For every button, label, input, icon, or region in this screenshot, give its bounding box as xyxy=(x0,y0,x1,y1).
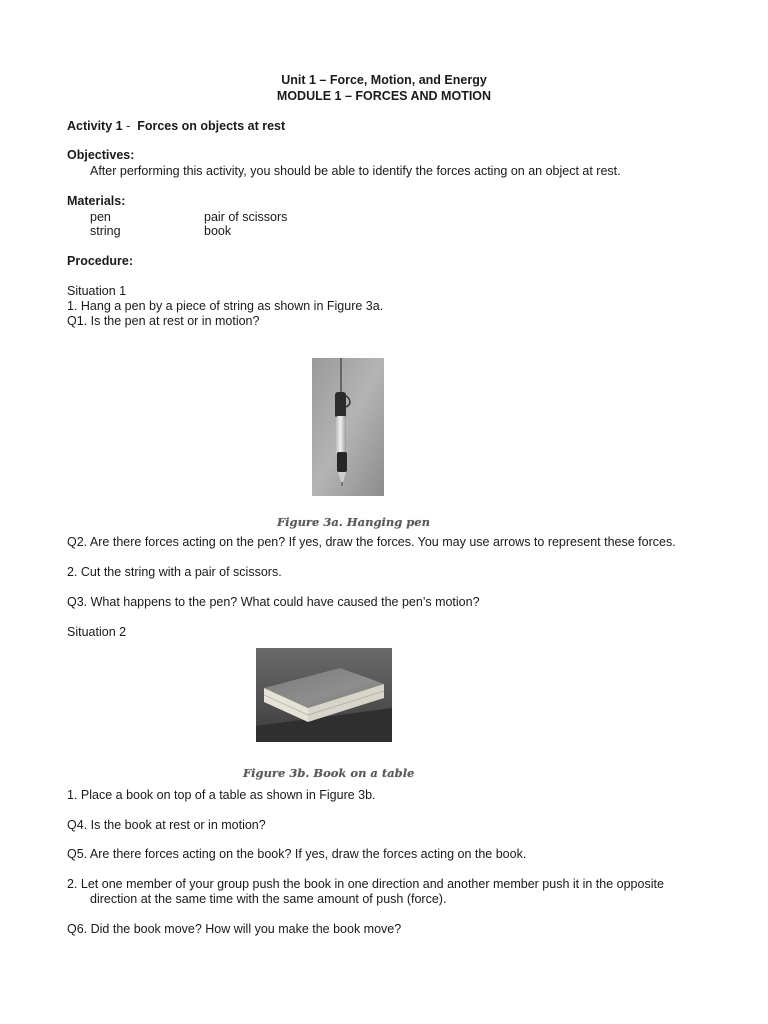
situation-2-step-1: 1. Place a book on top of a table as shown in Figure 3b. xyxy=(67,788,376,802)
activity-separator: - xyxy=(122,119,138,133)
situation-1-heading: Situation 1 xyxy=(67,284,127,298)
figure-3a-caption: Figure 3a. Hanging pen xyxy=(277,515,430,529)
situation-1-step-1: 1. Hang a pen by a piece of string as shown in Figure 3a. xyxy=(67,299,384,313)
module-title: MODULE 1 – FORCES AND MOTION xyxy=(276,89,492,103)
material-item: pen xyxy=(90,210,111,224)
activity-heading xyxy=(67,119,285,134)
material-item: pair of scissors xyxy=(204,210,288,224)
book-on-table-image xyxy=(256,648,392,742)
situation-2-step-2-line-2: direction at the same time with the same amount of push (force). xyxy=(90,892,447,906)
hanging-pen-image xyxy=(312,358,384,496)
situation-1-step-2: 2. Cut the string with a pair of scissors. xyxy=(67,565,282,579)
question-q5: Q5. Are there forces acting on the book? If yes, draw the forces acting on the book. xyxy=(67,847,527,861)
figure-3b-caption: Figure 3b. Book on a table xyxy=(243,766,415,780)
objectives-heading: Objectives: xyxy=(67,148,135,162)
procedure-heading: Procedure: xyxy=(67,254,133,268)
material-item: book xyxy=(204,224,232,238)
question-q6: Q6. Did the book move? How will you make the book move? xyxy=(67,922,402,936)
materials-heading: Materials: xyxy=(67,194,126,208)
question-q2: Q2. Are there forces acting on the pen? If yes, draw the forces. You may use arrows to represent these forces. xyxy=(67,535,676,549)
material-item: string xyxy=(90,224,121,238)
unit-title: Unit 1 – Force, Motion, and Energy xyxy=(281,73,487,87)
activity-title: Forces on objects at rest xyxy=(137,119,286,133)
situation-2-heading: Situation 2 xyxy=(67,625,127,639)
question-q4: Q4. Is the book at rest or in motion? xyxy=(67,818,266,832)
situation-2-step-2-line-1: 2. Let one member of your group push the book in one direction and another member push it in the opposite xyxy=(67,877,664,891)
figure-3b-photo xyxy=(256,648,392,742)
figure-3a-photo xyxy=(312,358,384,496)
question-q3: Q3. What happens to the pen? What could have caused the pen’s motion? xyxy=(67,595,480,609)
activity-label: Activity 1 xyxy=(67,119,123,133)
question-q1: Q1. Is the pen at rest or in motion? xyxy=(67,314,260,328)
objectives-text: After performing this activity, you should be able to identify the forces acting on an object at rest. xyxy=(90,164,621,178)
